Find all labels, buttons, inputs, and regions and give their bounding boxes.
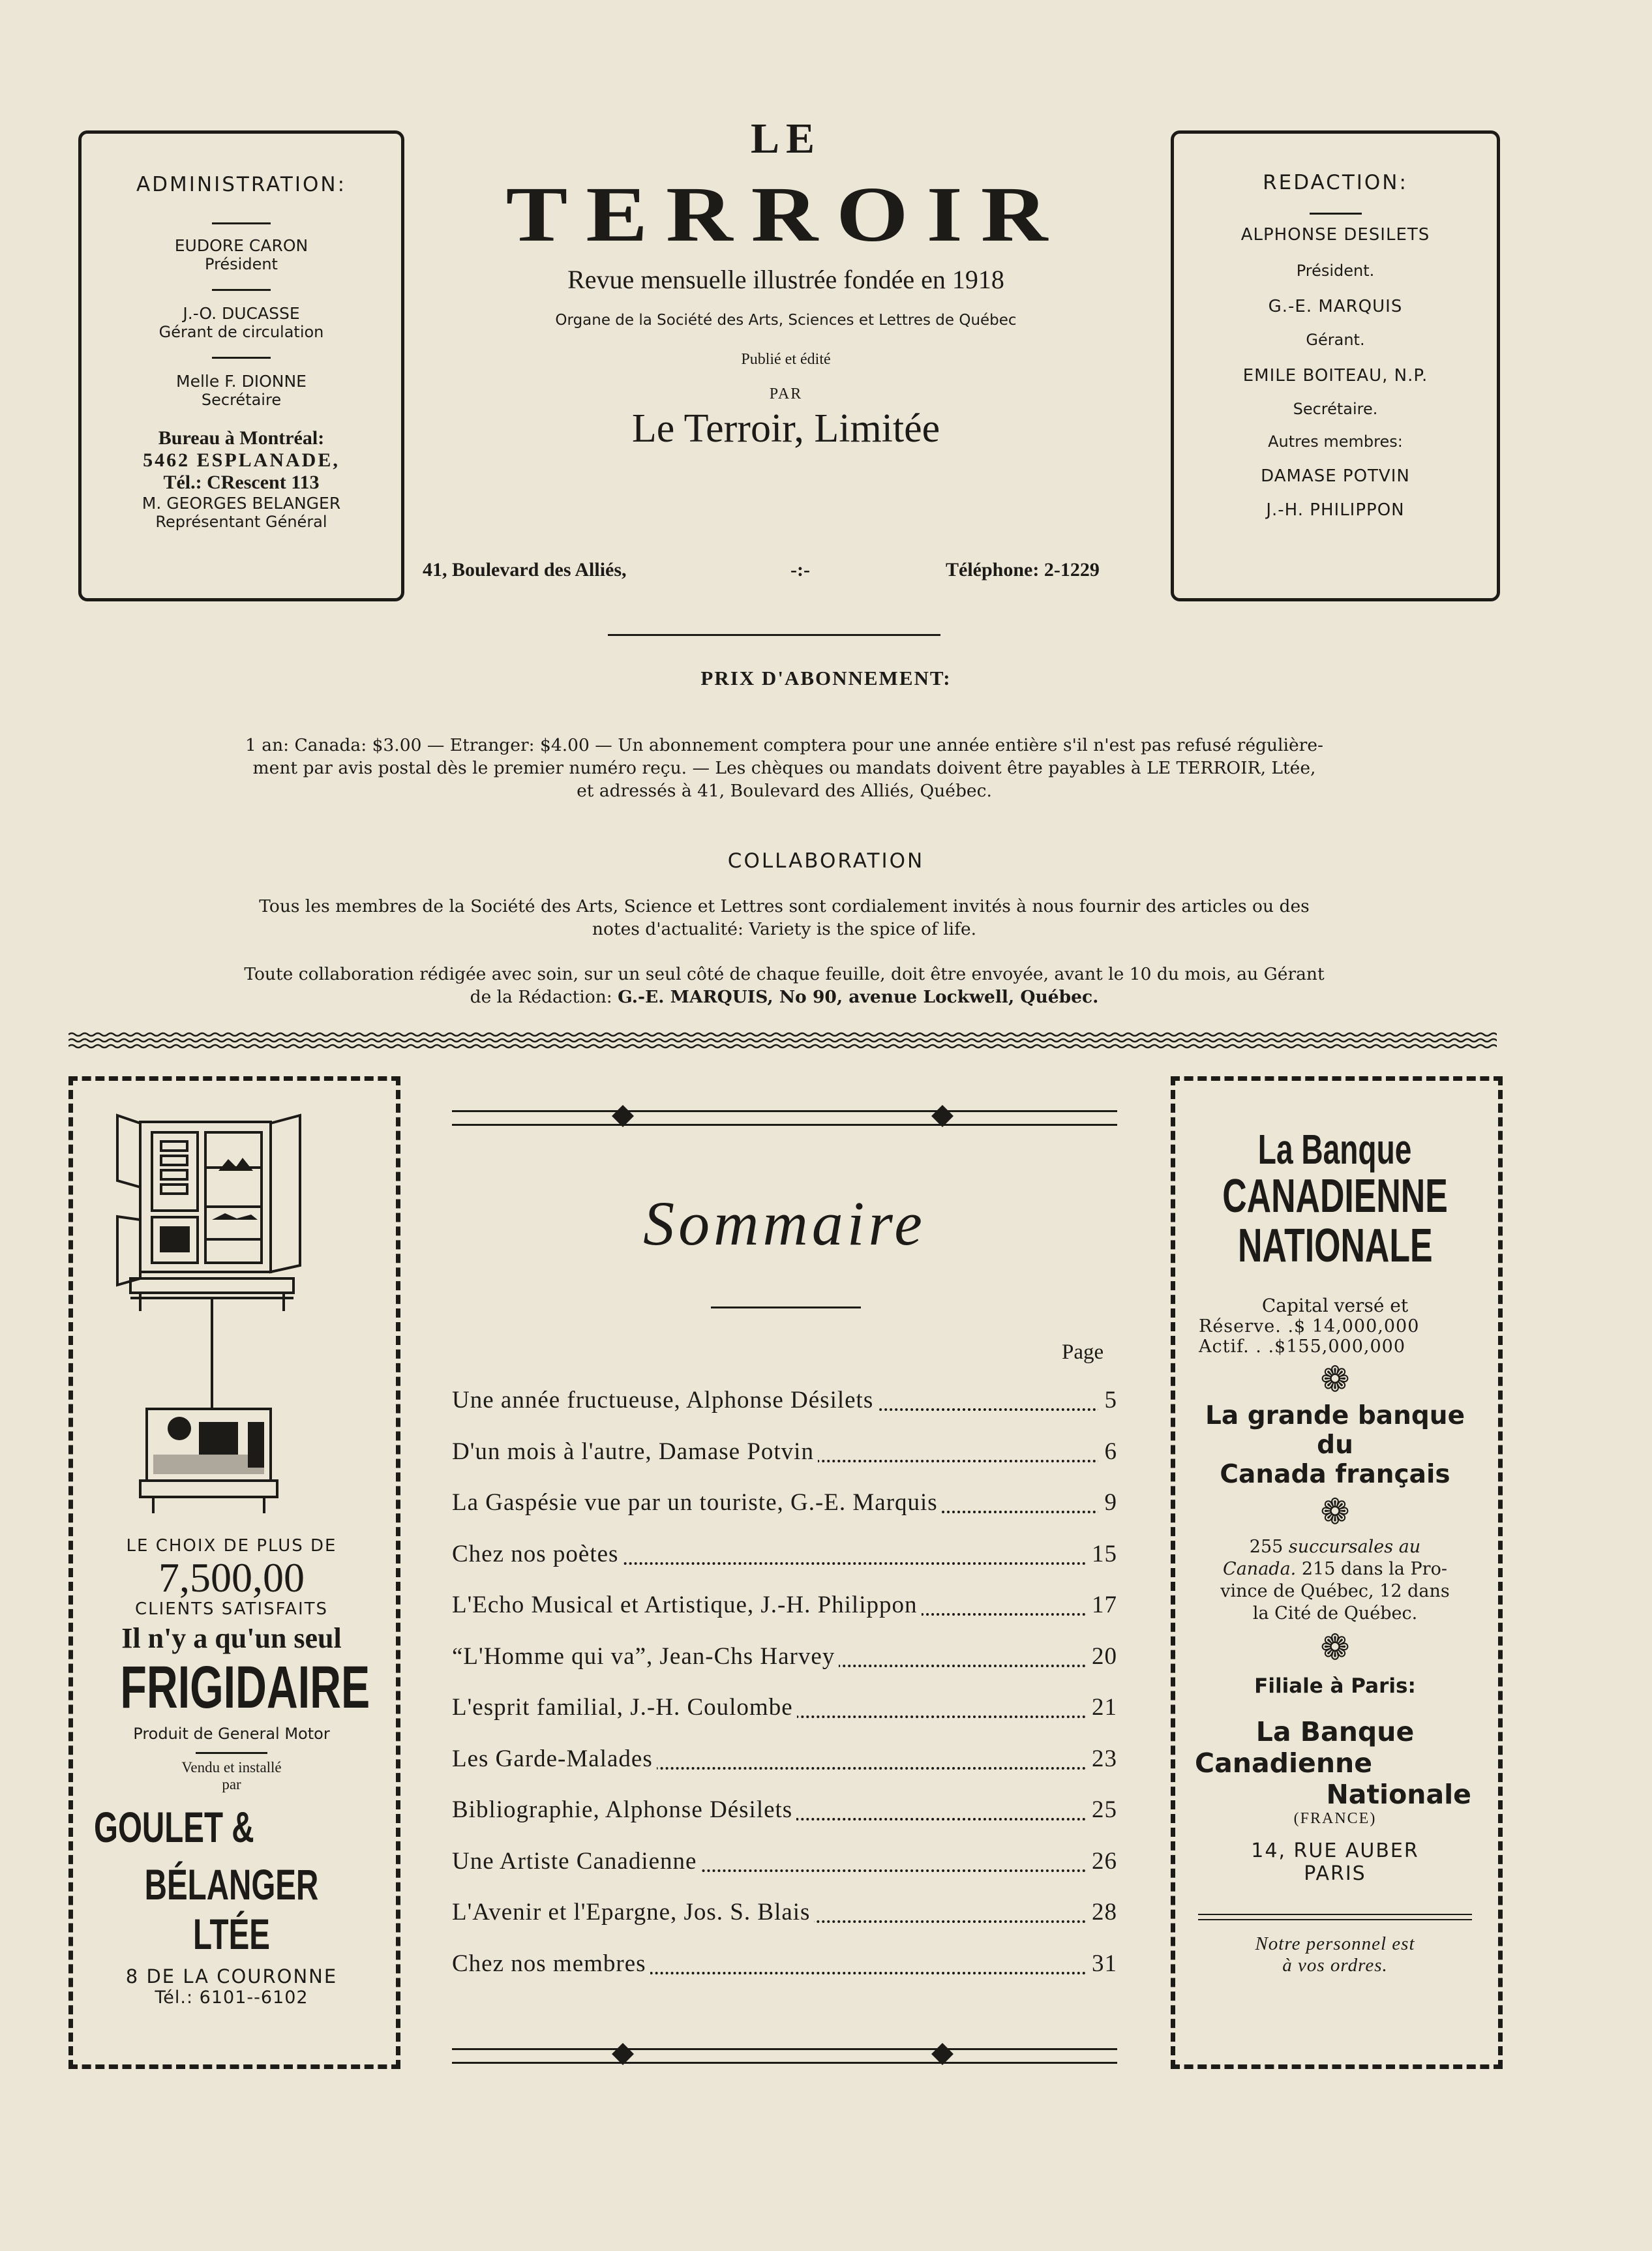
toc-entry-title: La Gaspésie vue par un touriste, G.-E. Marquis (452, 1488, 942, 1517)
table-of-contents (452, 1386, 1117, 1977)
toc-entry-title: Une Artiste Canadienne (452, 1847, 700, 1875)
divider (212, 357, 271, 359)
toc-entry-page: 25 (1085, 1796, 1117, 1824)
bank-slogan: Canada français (1220, 1460, 1450, 1489)
president-name: EUDORE CARON (174, 236, 308, 255)
contents-bottom-ornament (452, 2048, 1117, 2064)
dealer-name: GOULET & (94, 1803, 254, 1852)
wheel-ornament-icon: ❁ (1320, 1628, 1350, 1667)
collaboration-heading: COLLABORATION (727, 849, 925, 873)
bank-slogan: La grande banque (1205, 1401, 1465, 1430)
divider (212, 289, 271, 291)
divider (1310, 213, 1362, 215)
toc-entry (452, 1386, 1117, 1425)
toc-entry-title: Chez nos poètes (452, 1540, 622, 1568)
representative-role: Représentant Général (155, 513, 327, 531)
subscription-line: et adressés à 41, Boulevard des Alliés, Québec. (577, 781, 992, 801)
toc-entry-title: L'esprit familial, J.-H. Coulombe (452, 1693, 797, 1721)
president-name: ALPHONSE DESILETS (1240, 225, 1430, 245)
masthead-published: Publié et édité (741, 351, 831, 369)
diamond-ornament (612, 1105, 634, 1127)
subscription-line: 1 an: Canada: $3.00 — Etranger: $4.00 — Un abonnement comptera pour une année entière s'il n'est pas refusé régulière- (245, 735, 1323, 755)
wavy-divider (68, 1031, 1497, 1050)
toc-entry-title: Bibliographie, Alphonse Désilets (452, 1796, 796, 1824)
manager-name: G.-E. MARQUIS (1268, 297, 1403, 316)
office-phone: Tél.: CRescent 113 (163, 472, 320, 493)
dealer-wrap (72, 1802, 391, 1852)
dealer-address: 8 DE LA COURONNE (125, 1965, 338, 1988)
toc-entry (452, 1847, 1117, 1886)
refrigerator-illustration (114, 1109, 355, 1526)
contents-top-ornament (452, 1110, 1117, 1126)
toc-entry-page: 31 (1085, 1950, 1117, 1978)
toc-entry-page: 17 (1085, 1591, 1117, 1619)
dealer-name: BÉLANGER LTÉE (144, 1860, 319, 1959)
frigidaire-brand-wrap (72, 1654, 391, 1722)
bank-name: La Banque (1258, 1126, 1412, 1173)
subscription-text (68, 734, 1500, 802)
representative-name: M. GEORGES BELANGER (142, 494, 341, 513)
masthead-phone: Téléphone: 2-1229 (946, 559, 1100, 581)
wheel-ornament-icon: ❁ (1320, 1360, 1350, 1399)
dealer-wrap (72, 1860, 391, 1959)
toc-entry (452, 1898, 1117, 1937)
bank-name-wrap (1175, 1219, 1495, 1273)
contents-title: Sommaire (643, 1188, 926, 1258)
bank-branches-line: Canada. 215 dans la Pro- (1223, 1559, 1447, 1579)
toc-entry (452, 1642, 1117, 1682)
toc-entry-page: 28 (1085, 1898, 1117, 1926)
redaction-heading: REDACTION: (1263, 171, 1408, 194)
bank-branches-line: vince de Québec, 12 dans (1220, 1581, 1450, 1601)
collaboration-line: de la Rédaction: G.-E. MARQUIS, No 90, avenue Lockwell, Québec. (470, 987, 1099, 1007)
secretary-role: Secrétaire. (1293, 400, 1378, 418)
toc-entry-page: 23 (1085, 1745, 1117, 1773)
dealer-phone: Tél.: 6101--6102 (155, 1987, 308, 2008)
toc-entry-page: 26 (1085, 1847, 1117, 1875)
masthead-publisher: Le Terroir, Limitée (631, 406, 940, 451)
bank-capital: Capital versé et (1261, 1295, 1409, 1316)
paris-bank-name: La Banque (1255, 1716, 1415, 1747)
frigidaire-number: 7,500,00 (158, 1554, 305, 1601)
toc-entry-page: 20 (1085, 1642, 1117, 1670)
manager-name: J.-O. DUCASSE (183, 304, 300, 323)
toc-entry-title: L'Echo Musical et Artistique, J.-H. Philippon (452, 1591, 922, 1619)
toc-entry-title: Les Garde-Malades (452, 1745, 657, 1773)
masthead-subtitle: Revue mensuelle illustrée fondée en 1918 (567, 265, 1004, 295)
member-name: DAMASE POTVIN (1261, 466, 1410, 486)
redaction-block (1174, 171, 1497, 520)
masthead-le: LE (750, 115, 822, 162)
frigidaire-line: CLIENTS SATISFAITS (134, 1599, 329, 1620)
toc-entry-page: 21 (1085, 1693, 1117, 1721)
toc-entry (452, 1745, 1117, 1784)
paris-address: PARIS (1304, 1862, 1366, 1885)
toc-entry-title: L'Avenir et l'Epargne, Jos. S. Blais (452, 1898, 814, 1926)
subscription-line: ment par avis postal dès le premier numéro reçu. — Les chèques ou mandats doivent être payables à LE TERROIR, Ltée, (252, 758, 1316, 778)
masthead (411, 117, 1161, 452)
frigidaire-ad (72, 1536, 391, 2008)
subscription-heading: PRIX D'ABONNEMENT: (700, 667, 952, 689)
diamond-ornament (612, 2043, 634, 2065)
member-name: J.-H. PHILIPPON (1266, 500, 1405, 520)
paris-bank-name: Canadienne (1195, 1747, 1373, 1779)
bank-capital: Actif. . .$155,000,000 (1199, 1337, 1405, 1357)
divider (1198, 1914, 1472, 1920)
bank-branches (1175, 1536, 1495, 1625)
bank-branches-line: 255 succursales au (1249, 1537, 1421, 1557)
toc-entry-title: D'un mois à l'autre, Damase Potvin (452, 1438, 818, 1466)
toc-entry (452, 1693, 1117, 1732)
frigidaire-brand: FRIGIDAIRE (120, 1654, 370, 1721)
frigidaire-line: Produit de General Motor (133, 1725, 330, 1744)
president-role: Président (205, 255, 278, 273)
bank-branches-line: la Cité de Québec. (1252, 1603, 1418, 1624)
administration-heading: ADMINISTRATION: (136, 173, 347, 196)
frigidaire-line: Vendu et installé (181, 1759, 282, 1776)
toc-entry-title: “L'Homme qui va”, Jean-Chs Harvey (452, 1642, 839, 1670)
collaboration-text (68, 895, 1500, 1008)
page-column-label: Page (1062, 1340, 1104, 1364)
paris-country: (FRANCE) (1293, 1810, 1377, 1827)
bank-name-wrap (1175, 1125, 1495, 1173)
toc-entry-page: 5 (1098, 1386, 1118, 1414)
toc-entry-title: Chez nos membres (452, 1950, 650, 1978)
manager-role: Gérant. (1306, 331, 1365, 349)
diamond-ornament (931, 2043, 954, 2065)
president-role: Président. (1296, 262, 1375, 280)
collaboration-line: Tous les membres de la Société des Arts, Science et Lettres sont cordialement invités à nous fournir des articles ou des (259, 896, 1310, 916)
other-members-label: Autres membres: (1268, 432, 1403, 451)
paris-bank-name: Nationale (1326, 1779, 1471, 1810)
toc-entry (452, 1950, 1117, 1989)
bank-name-wrap (1175, 1170, 1495, 1223)
bank-capital: Réserve. .$ 14,000,000 (1199, 1316, 1420, 1337)
frigidaire-line: LE CHOIX DE PLUS DE (126, 1536, 337, 1556)
bank-name: CANADIENNE (1222, 1170, 1448, 1222)
masthead-separator: -:- (790, 559, 810, 581)
administration-block (82, 173, 401, 531)
toc-entry-page: 6 (1098, 1438, 1118, 1466)
bank-footer: Notre personnel est (1255, 1933, 1415, 1954)
toc-entry (452, 1438, 1117, 1477)
paris-address: 14, RUE AUBER (1251, 1839, 1419, 1862)
collaboration-line: Toute collaboration rédigée avec soin, sur un seul côté de chaque feuille, doit être envoyée, avant le 10 du mois, au Gérant (244, 964, 1325, 984)
toc-entry (452, 1591, 1117, 1630)
office-label: Bureau à Montréal: (158, 427, 325, 449)
center-rule (608, 634, 940, 636)
diamond-ornament (931, 1105, 954, 1127)
toc-entry-page: 9 (1098, 1488, 1118, 1517)
manager-role: Gérant de circulation (158, 323, 324, 341)
frigidaire-line: Il n'y a qu'un seul (121, 1622, 342, 1655)
contents-title-rule (711, 1307, 861, 1308)
masthead-par: PAR (769, 385, 803, 403)
paris-branch-label: Filiale à Paris: (1254, 1674, 1416, 1698)
divider (196, 1752, 267, 1754)
wheel-ornament-icon: ❁ (1320, 1492, 1350, 1532)
secretary-role: Secrétaire (201, 391, 282, 409)
toc-entry-page: 15 (1085, 1540, 1117, 1568)
bank-name: NATIONALE (1237, 1220, 1433, 1272)
secretary-name: Melle F. DIONNE (176, 372, 307, 391)
masthead-organ: Organe de la Société des Arts, Sciences et Lettres de Québec (555, 312, 1017, 329)
toc-entry (452, 1540, 1117, 1579)
masthead-title: TERROIR (505, 170, 1066, 258)
collaboration-line: notes d'actualité: Variety is the spice of life. (592, 919, 977, 939)
toc-entry (452, 1796, 1117, 1835)
divider (212, 222, 271, 224)
masthead-address: 41, Boulevard des Alliés, (423, 559, 627, 581)
bank-slogan: du (1317, 1430, 1353, 1460)
bank-footer: à vos ordres. (1282, 1955, 1388, 1976)
bank-ad (1175, 1125, 1495, 1976)
secretary-name: EMILE BOITEAU, N.P. (1242, 366, 1428, 385)
office-address: 5462 ESPLANADE, (143, 449, 340, 471)
toc-entry (452, 1488, 1117, 1528)
frigidaire-line: par (222, 1776, 241, 1793)
toc-entry-title: Une année fructueuse, Alphonse Désilets (452, 1386, 877, 1414)
